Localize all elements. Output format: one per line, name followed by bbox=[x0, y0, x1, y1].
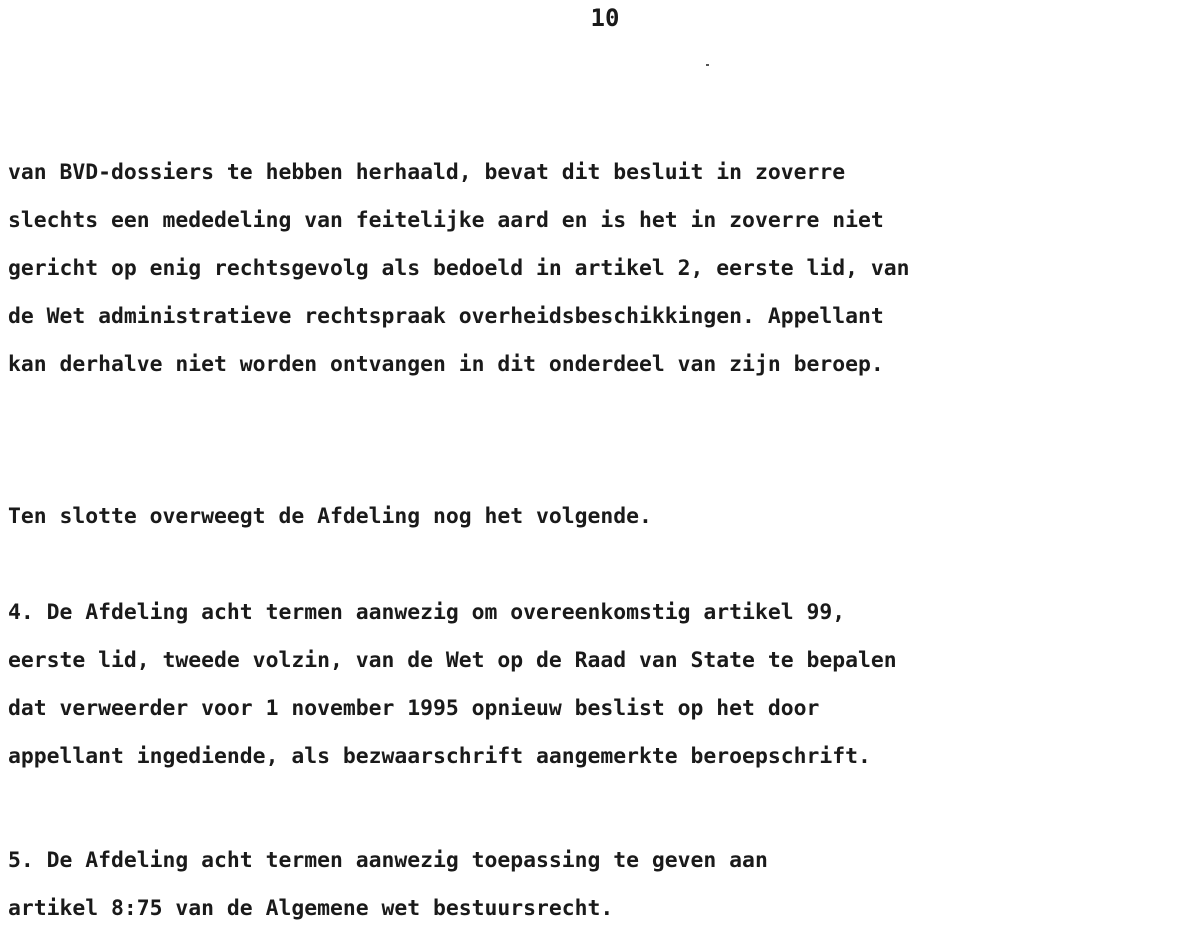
paragraph-line: van BVD-dossiers te hebben herhaald, bevat dit besluit in zoverre bbox=[8, 160, 846, 185]
paragraph-bvd-dossiers bbox=[8, 149, 1198, 389]
paragraph-line: eerste lid, tweede volzin, van de Wet op de Raad van State te bepalen bbox=[8, 648, 897, 673]
paragraph-line: artikel 8:75 van de Algemene wet bestuursrecht. bbox=[8, 896, 614, 921]
paragraph-line: 5. De Afdeling acht termen aanwezig toepassing te geven aan bbox=[8, 848, 768, 873]
page-number: 10 bbox=[590, 4, 620, 32]
paragraph-line: 4. De Afdeling acht termen aanwezig om overeenkomstig artikel 99, bbox=[8, 600, 846, 625]
paragraph-line: slechts een mededeling van feitelijke aard en is het in zoverre niet bbox=[8, 208, 884, 233]
paragraph-line: dat verweerder voor 1 november 1995 opnieuw beslist op het door bbox=[8, 696, 820, 721]
paragraph-line: kan derhalve niet worden ontvangen in dit onderdeel van zijn beroep. bbox=[8, 352, 884, 377]
paragraph-point-4 bbox=[8, 589, 1198, 781]
paragraph-line: appellant ingediende, als bezwaarschrift aangemerkte beroepschrift. bbox=[8, 744, 871, 769]
paragraph-line: Ten slotte overweegt de Afdeling nog het volgende. bbox=[8, 504, 652, 529]
paragraph-point-5 bbox=[8, 837, 1198, 933]
scan-speck bbox=[706, 64, 709, 66]
paragraph-line: de Wet administratieve rechtspraak overheidsbeschikkingen. Appellant bbox=[8, 304, 884, 329]
paragraph-ten-slotte bbox=[8, 493, 1198, 541]
paragraph-line: gericht op enig rechtsgevolg als bedoeld in artikel 2, eerste lid, van bbox=[8, 256, 910, 281]
